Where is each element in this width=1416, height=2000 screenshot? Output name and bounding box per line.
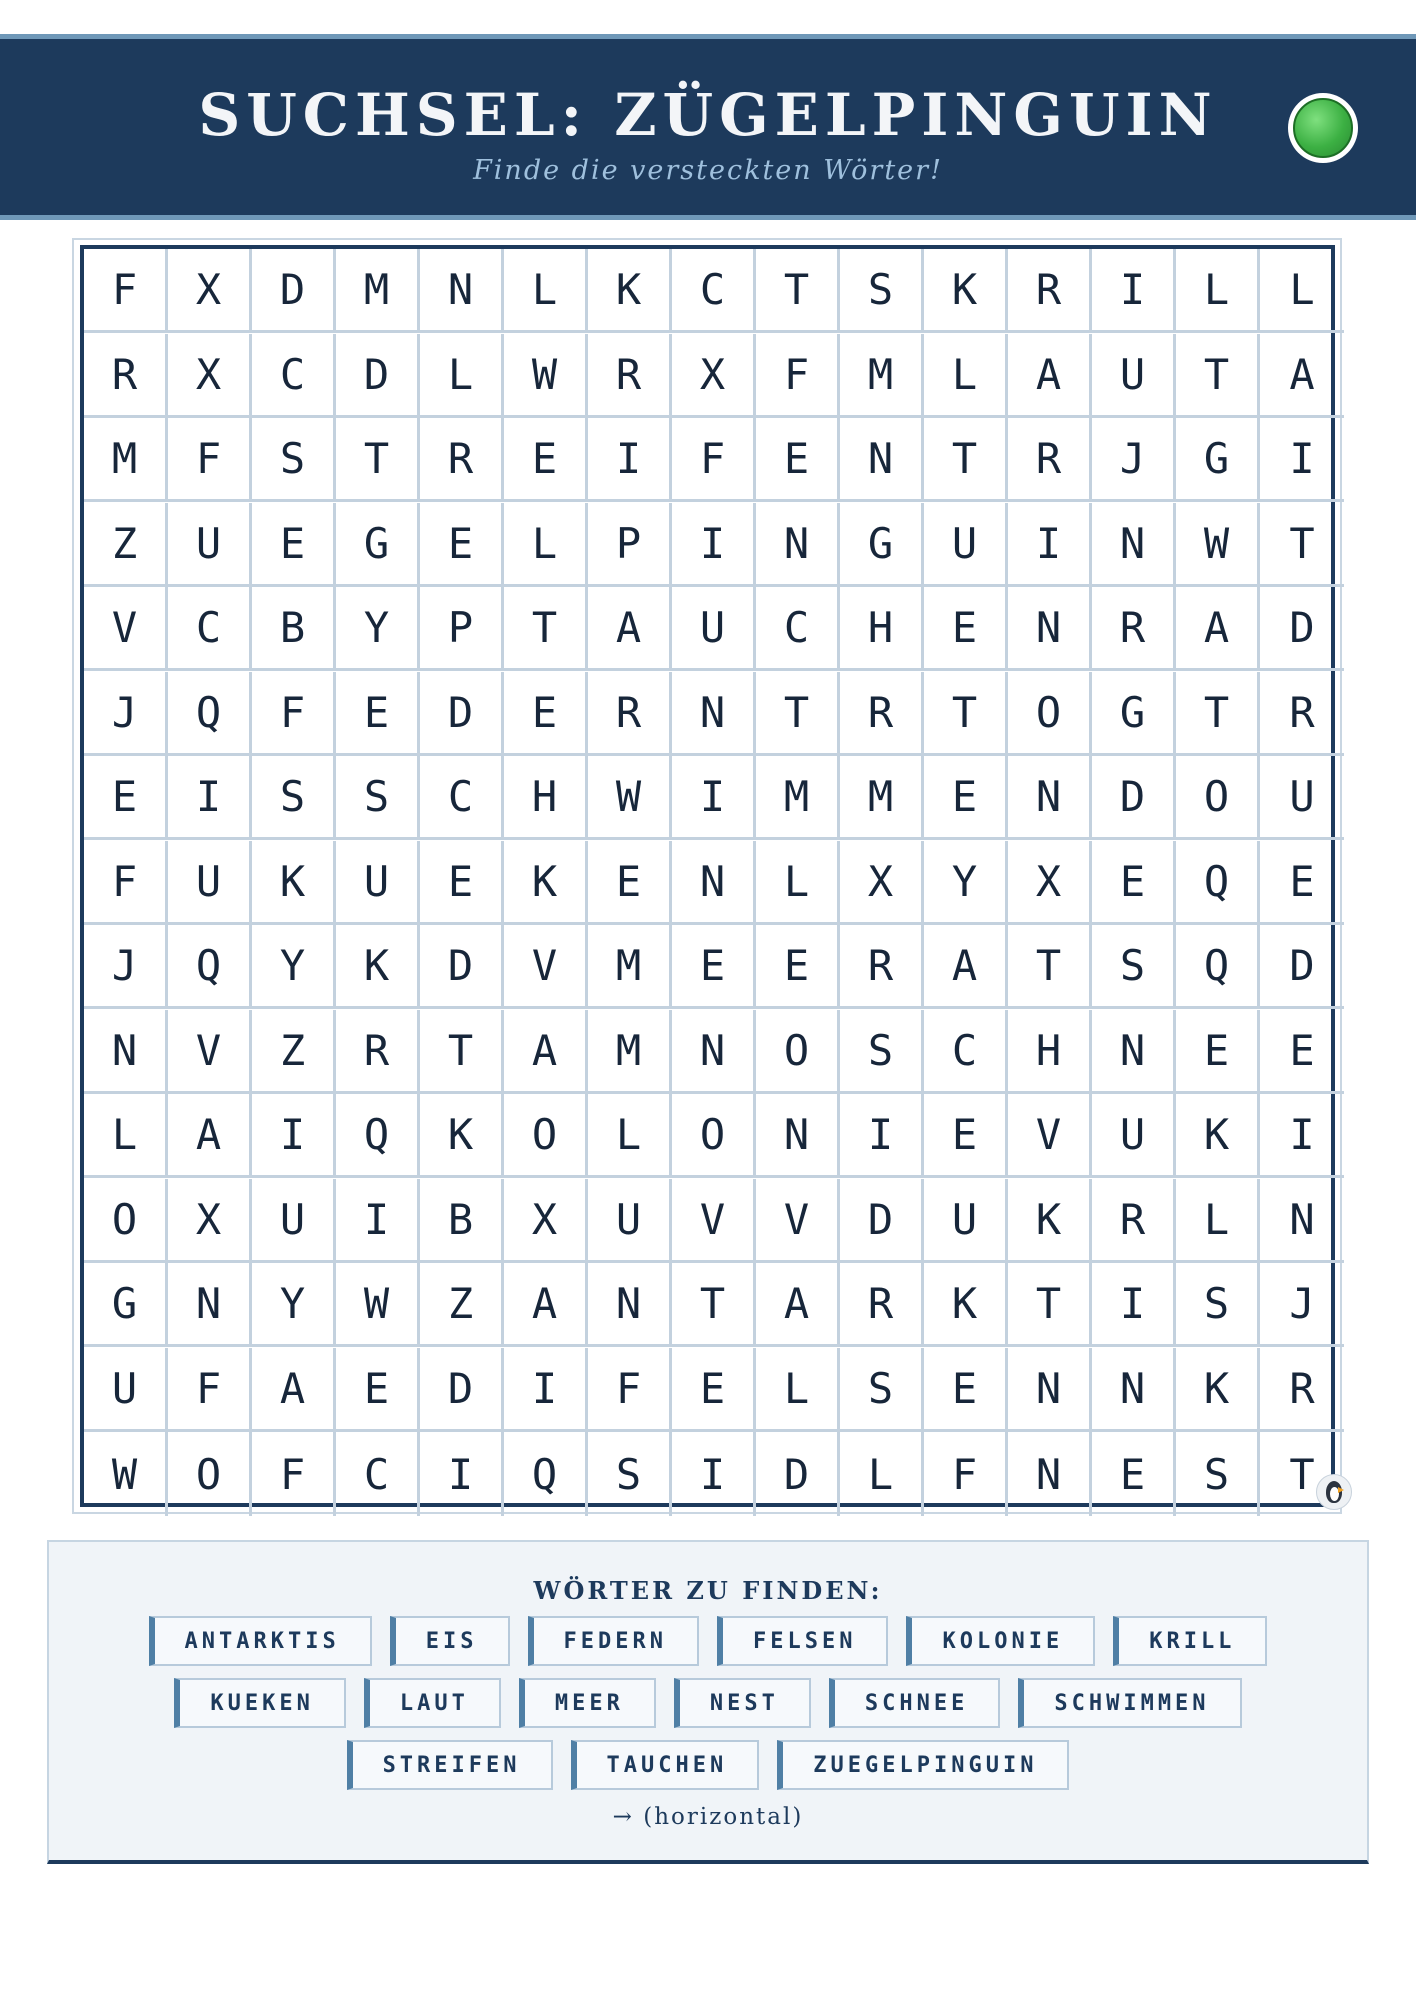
grid-cell[interactable]: H: [504, 756, 588, 840]
word-chip: ANTARKTIS: [149, 1616, 372, 1666]
grid-cell[interactable]: Y: [924, 841, 1008, 925]
word-chip: FEDERN: [528, 1616, 699, 1666]
grid-cell[interactable]: D: [1092, 756, 1176, 840]
grid-cell[interactable]: E: [924, 756, 1008, 840]
grid-cell[interactable]: A: [756, 1263, 840, 1347]
grid-cell[interactable]: D: [420, 672, 504, 756]
grid-cell[interactable]: M: [840, 334, 924, 418]
grid-cell[interactable]: D: [840, 1179, 924, 1263]
grid-cell[interactable]: N: [1008, 1348, 1092, 1432]
grid-cell[interactable]: F: [252, 672, 336, 756]
word-chip: KRILL: [1113, 1616, 1267, 1666]
grid-cell[interactable]: M: [588, 925, 672, 1009]
grid-cell[interactable]: R: [420, 418, 504, 502]
grid-cell[interactable]: E: [1092, 841, 1176, 925]
grid-cell[interactable]: S: [252, 418, 336, 502]
grid-cell[interactable]: W: [504, 334, 588, 418]
grid-cell[interactable]: R: [336, 1010, 420, 1094]
grid-cell[interactable]: C: [336, 1432, 420, 1516]
grid-cell[interactable]: M: [756, 756, 840, 840]
grid-cell[interactable]: L: [756, 1348, 840, 1432]
grid-cell[interactable]: I: [336, 1179, 420, 1263]
grid-cell[interactable]: U: [168, 841, 252, 925]
grid-cell[interactable]: I: [672, 503, 756, 587]
grid-cell[interactable]: L: [756, 841, 840, 925]
grid-cell[interactable]: I: [252, 1094, 336, 1178]
grid-cell[interactable]: Q: [168, 672, 252, 756]
word-chip: SCHNEE: [829, 1678, 1000, 1728]
grid-cell[interactable]: T: [924, 672, 1008, 756]
grid-cell[interactable]: L: [588, 1094, 672, 1178]
grid-cell[interactable]: K: [252, 841, 336, 925]
grid-cell[interactable]: D: [756, 1432, 840, 1516]
grid-cell[interactable]: S: [1176, 1263, 1260, 1347]
grid-cell[interactable]: I: [1260, 418, 1344, 502]
grid-cell[interactable]: K: [1008, 1179, 1092, 1263]
grid-cell[interactable]: N: [84, 1010, 168, 1094]
grid-cell[interactable]: R: [840, 925, 924, 1009]
grid-cell[interactable]: O: [504, 1094, 588, 1178]
grid-cell[interactable]: K: [1176, 1348, 1260, 1432]
grid-cell[interactable]: T: [420, 1010, 504, 1094]
grid-cell[interactable]: F: [84, 249, 168, 333]
grid-cell[interactable]: L: [1176, 249, 1260, 333]
grid-cell[interactable]: A: [588, 587, 672, 671]
grid-cell[interactable]: F: [84, 841, 168, 925]
grid-cell[interactable]: Q: [168, 925, 252, 1009]
grid-cell[interactable]: N: [1008, 1432, 1092, 1516]
grid-cell[interactable]: E: [756, 418, 840, 502]
grid-cell[interactable]: N: [588, 1263, 672, 1347]
grid-cell[interactable]: C: [168, 587, 252, 671]
grid-cell[interactable]: T: [1289, 1449, 1315, 1499]
grid-cell[interactable]: E: [672, 1348, 756, 1432]
grid-cell[interactable]: A: [504, 1010, 588, 1094]
word-chip: KOLONIE: [906, 1616, 1095, 1666]
word-row: [49, 1740, 1367, 1790]
grid-cell[interactable]: R: [1260, 672, 1344, 756]
grid-cell[interactable]: J: [1260, 1263, 1344, 1347]
grid-cell[interactable]: I: [504, 1348, 588, 1432]
grid-cell[interactable]: T: [1008, 925, 1092, 1009]
grid-cell[interactable]: I: [1260, 1094, 1344, 1178]
grid-cell[interactable]: F: [924, 1432, 1008, 1516]
grid-cell[interactable]: E: [1260, 1010, 1344, 1094]
grid-cell[interactable]: N: [1008, 756, 1092, 840]
grid-cell[interactable]: A: [1260, 334, 1344, 418]
grid-cell[interactable]: A: [1176, 587, 1260, 671]
grid-cell[interactable]: R: [1008, 249, 1092, 333]
grid-cell[interactable]: U: [924, 503, 1008, 587]
grid-cell[interactable]: I: [1008, 503, 1092, 587]
grid-cell[interactable]: F: [672, 418, 756, 502]
grid-cell[interactable]: H: [840, 587, 924, 671]
grid-cell[interactable]: N: [1092, 1010, 1176, 1094]
grid-cell[interactable]: K: [924, 249, 1008, 333]
grid-cell[interactable]: B: [420, 1179, 504, 1263]
grid-cell[interactable]: E: [588, 841, 672, 925]
grid-cell[interactable]: R: [1092, 587, 1176, 671]
grid-cell[interactable]: L: [504, 249, 588, 333]
grid-cell[interactable]: E: [504, 418, 588, 502]
grid-cell[interactable]: R: [1260, 1348, 1344, 1432]
grid-cell[interactable]: R: [840, 672, 924, 756]
grid-cell[interactable]: R: [840, 1263, 924, 1347]
grid-cell[interactable]: K: [420, 1094, 504, 1178]
grid-cell[interactable]: K: [924, 1263, 1008, 1347]
grid-cell[interactable]: X: [840, 841, 924, 925]
header-banner: [0, 34, 1416, 220]
grid-cell[interactable]: I: [840, 1094, 924, 1178]
grid-cell[interactable]: V: [672, 1179, 756, 1263]
grid-cell[interactable]: E: [924, 1348, 1008, 1432]
grid-cell[interactable]: Q: [1176, 925, 1260, 1009]
grid-cell[interactable]: F: [588, 1348, 672, 1432]
grid-cell[interactable]: K: [588, 249, 672, 333]
grid-cell[interactable]: M: [336, 249, 420, 333]
grid-cell[interactable]: X: [672, 334, 756, 418]
grid-cell[interactable]: T: [1260, 503, 1344, 587]
grid-cell[interactable]: C: [756, 587, 840, 671]
grid-cell[interactable]: I: [588, 418, 672, 502]
grid-cell[interactable]: E: [672, 925, 756, 1009]
grid-cell[interactable]: A: [252, 1348, 336, 1432]
grid-cell[interactable]: D: [1260, 587, 1344, 671]
grid-cell[interactable]: Q: [504, 1432, 588, 1516]
grid-cell[interactable]: B: [252, 587, 336, 671]
grid-cell[interactable]: N: [1092, 1348, 1176, 1432]
grid-cell[interactable]: W: [588, 756, 672, 840]
grid-cell[interactable]: E: [504, 672, 588, 756]
grid-cell[interactable]: S: [1176, 1432, 1260, 1516]
grid-cell[interactable]: Q: [1176, 841, 1260, 925]
word-chip: TAUCHEN: [571, 1740, 760, 1790]
letter-grid: [80, 245, 1335, 1507]
grid-cell[interactable]: L: [1260, 249, 1344, 333]
grid-cell[interactable]: O: [1008, 672, 1092, 756]
word-chip: SCHWIMMEN: [1018, 1678, 1241, 1728]
grid-cell[interactable]: U: [1260, 756, 1344, 840]
grid-cell[interactable]: N: [1008, 587, 1092, 671]
grid-cell[interactable]: N: [672, 841, 756, 925]
grid-cell[interactable]: N: [672, 1010, 756, 1094]
grid-cell[interactable]: E: [1260, 841, 1344, 925]
grid-cell[interactable]: K: [1176, 1094, 1260, 1178]
grid-cell[interactable]: I: [168, 756, 252, 840]
grid-cell[interactable]: P: [420, 587, 504, 671]
page-subtitle: Finde die versteckten Wörter!: [473, 155, 943, 186]
grid-cell[interactable]: T: [756, 249, 840, 333]
grid-cell[interactable]: Y: [252, 1263, 336, 1347]
grid-cell[interactable]: E: [1092, 1432, 1176, 1516]
status-indicator: [1288, 93, 1358, 163]
grid-cell[interactable]: R: [1092, 1179, 1176, 1263]
grid-cell[interactable]: U: [84, 1348, 168, 1432]
grid-cell[interactable]: O: [168, 1432, 252, 1516]
grid-cell[interactable]: T: [1176, 672, 1260, 756]
grid-cell[interactable]: U: [252, 1179, 336, 1263]
grid-cell[interactable]: E: [84, 756, 168, 840]
grid-cell[interactable]: Y: [252, 925, 336, 1009]
grid-cell[interactable]: T: [924, 418, 1008, 502]
grid-cell[interactable]: I: [1092, 1263, 1176, 1347]
word-chip: ZUEGELPINGUIN: [777, 1740, 1069, 1790]
grid-cell[interactable]: L: [420, 334, 504, 418]
grid-cell[interactable]: R: [84, 334, 168, 418]
grid-cell[interactable]: K: [504, 841, 588, 925]
grid-cell[interactable]: X: [504, 1179, 588, 1263]
grid-cell[interactable]: D: [420, 925, 504, 1009]
grid-cell[interactable]: L: [504, 503, 588, 587]
grid-cell[interactable]: E: [756, 925, 840, 1009]
grid-cell[interactable]: X: [168, 249, 252, 333]
grid-cell[interactable]: T: [336, 418, 420, 502]
direction-hint: → (horizontal): [612, 1804, 804, 1830]
word-row: [49, 1678, 1367, 1728]
word-chip: STREIFEN: [347, 1740, 553, 1790]
grid-cell[interactable]: E: [924, 587, 1008, 671]
grid-cell[interactable]: T: [672, 1263, 756, 1347]
grid-cell[interactable]: H: [1008, 1010, 1092, 1094]
grid-cell[interactable]: S: [336, 756, 420, 840]
grid-cell[interactable]: S: [252, 756, 336, 840]
grid-cell[interactable]: G: [1092, 672, 1176, 756]
word-chip: KUEKEN: [174, 1678, 345, 1728]
grid-cell[interactable]: D: [336, 334, 420, 418]
grid-cell[interactable]: W: [336, 1263, 420, 1347]
grid-cell[interactable]: O: [672, 1094, 756, 1178]
grid-cell[interactable]: L: [1176, 1179, 1260, 1263]
grid-cell[interactable]: J: [1092, 418, 1176, 502]
grid-cell[interactable]: Z: [252, 1010, 336, 1094]
grid-cell[interactable]: N: [1260, 1179, 1344, 1263]
grid-cell[interactable]: G: [336, 503, 420, 587]
grid-cell[interactable]: S: [840, 1348, 924, 1432]
grid-cell[interactable]: U: [924, 1179, 1008, 1263]
grid-cell[interactable]: V: [1008, 1094, 1092, 1178]
grid-cell[interactable]: O: [84, 1179, 168, 1263]
grid-cell[interactable]: A: [1008, 334, 1092, 418]
grid-cell[interactable]: N: [672, 672, 756, 756]
grid-cell[interactable]: T: [504, 587, 588, 671]
grid-cell[interactable]: I: [420, 1432, 504, 1516]
grid-cell[interactable]: G: [84, 1263, 168, 1347]
grid-cell[interactable]: E: [252, 503, 336, 587]
word-chip: MEER: [519, 1678, 656, 1728]
grid-cell[interactable]: U: [1092, 334, 1176, 418]
grid-cell[interactable]: M: [588, 1010, 672, 1094]
grid-cell[interactable]: Y: [336, 587, 420, 671]
grid-cell[interactable]: M: [840, 756, 924, 840]
grid-cell[interactable]: V: [504, 925, 588, 1009]
word-row: [49, 1616, 1367, 1666]
grid-cell[interactable]: N: [756, 503, 840, 587]
grid-cell[interactable]: G: [840, 503, 924, 587]
grid-cell[interactable]: S: [1092, 925, 1176, 1009]
grid-cell[interactable]: F: [756, 334, 840, 418]
grid-cell[interactable]: A: [924, 925, 1008, 1009]
grid-cell[interactable]: S: [840, 1010, 924, 1094]
grid-cell[interactable]: Z: [84, 503, 168, 587]
word-list-panel: [47, 1540, 1369, 1864]
grid-cell[interactable]: N: [420, 249, 504, 333]
grid-cell[interactable]: F: [252, 1432, 336, 1516]
grid-cell[interactable]: E: [336, 672, 420, 756]
page-title: SUCHSEL: ZÜGELPINGUIN: [198, 81, 1218, 149]
grid-cell[interactable]: N: [1092, 503, 1176, 587]
grid-cell[interactable]: N: [840, 418, 924, 502]
grid-cell[interactable]: M: [84, 418, 168, 502]
grid-cell[interactable]: U: [1092, 1094, 1176, 1178]
grid-cell[interactable]: F: [168, 418, 252, 502]
grid-cell[interactable]: X: [168, 1179, 252, 1263]
grid-cell[interactable]: O: [756, 1010, 840, 1094]
grid-cell[interactable]: U: [336, 841, 420, 925]
word-chip: NEST: [674, 1678, 811, 1728]
grid-cell[interactable]: L: [84, 1094, 168, 1178]
grid-cell[interactable]: D: [252, 249, 336, 333]
grid-cell[interactable]: I: [672, 756, 756, 840]
grid-cell[interactable]: D: [420, 1348, 504, 1432]
grid-cell[interactable]: L: [840, 1432, 924, 1516]
grid-cell[interactable]: N: [168, 1263, 252, 1347]
grid-cell[interactable]: A: [504, 1263, 588, 1347]
grid-cell[interactable]: A: [168, 1094, 252, 1178]
grid-cell[interactable]: J: [84, 672, 168, 756]
grid-cell[interactable]: I: [1092, 249, 1176, 333]
grid-cell[interactable]: N: [756, 1094, 840, 1178]
grid-cell[interactable]: C: [420, 756, 504, 840]
grid-cell[interactable]: C: [672, 249, 756, 333]
grid-cell[interactable]: I: [672, 1432, 756, 1516]
grid-cell[interactable]: U: [672, 587, 756, 671]
grid-cell[interactable]: T: [756, 672, 840, 756]
grid-cell[interactable]: R: [588, 334, 672, 418]
grid-cell[interactable]: V: [756, 1179, 840, 1263]
grid-cell[interactable]: V: [168, 1010, 252, 1094]
grid-cell[interactable]: R: [588, 672, 672, 756]
word-chip: EIS: [390, 1616, 510, 1666]
grid-cell[interactable]: W: [1176, 503, 1260, 587]
grid-cell[interactable]: P: [588, 503, 672, 587]
grid-cell[interactable]: Z: [420, 1263, 504, 1347]
grid-cell[interactable]: V: [84, 587, 168, 671]
grid-cell[interactable]: F: [168, 1348, 252, 1432]
grid-cell[interactable]: U: [168, 503, 252, 587]
grid-cell[interactable]: S: [840, 249, 924, 333]
grid-cell[interactable]: O: [1176, 756, 1260, 840]
grid-cell[interactable]: W: [84, 1432, 168, 1516]
grid-cell[interactable]: X: [168, 334, 252, 418]
penguin-icon: [1316, 1474, 1352, 1510]
grid-cell[interactable]: E: [924, 1094, 1008, 1178]
grid-cell[interactable]: G: [1176, 418, 1260, 502]
grid-cell[interactable]: K: [336, 925, 420, 1009]
grid-cell[interactable]: U: [588, 1179, 672, 1263]
grid-cell[interactable]: R: [1008, 418, 1092, 502]
grid-cell[interactable]: Q: [336, 1094, 420, 1178]
grid-cell[interactable]: E: [420, 503, 504, 587]
word-chip: LAUT: [364, 1678, 501, 1728]
grid-cell[interactable]: L: [924, 334, 1008, 418]
grid-cell[interactable]: T: [1176, 334, 1260, 418]
grid-cell[interactable]: E: [420, 841, 504, 925]
grid-cell[interactable]: X: [1008, 841, 1092, 925]
grid-cell[interactable]: T: [1008, 1263, 1092, 1347]
grid-cell[interactable]: C: [924, 1010, 1008, 1094]
grid-cell[interactable]: D: [1260, 925, 1344, 1009]
word-chip: FELSEN: [717, 1616, 888, 1666]
grid-cell[interactable]: E: [336, 1348, 420, 1432]
word-list-heading: WÖRTER ZU FINDEN:: [533, 1576, 883, 1605]
grid-cell[interactable]: E: [1176, 1010, 1260, 1094]
grid-cell[interactable]: C: [252, 334, 336, 418]
grid-cell[interactable]: J: [84, 925, 168, 1009]
grid-cell[interactable]: S: [588, 1432, 672, 1516]
